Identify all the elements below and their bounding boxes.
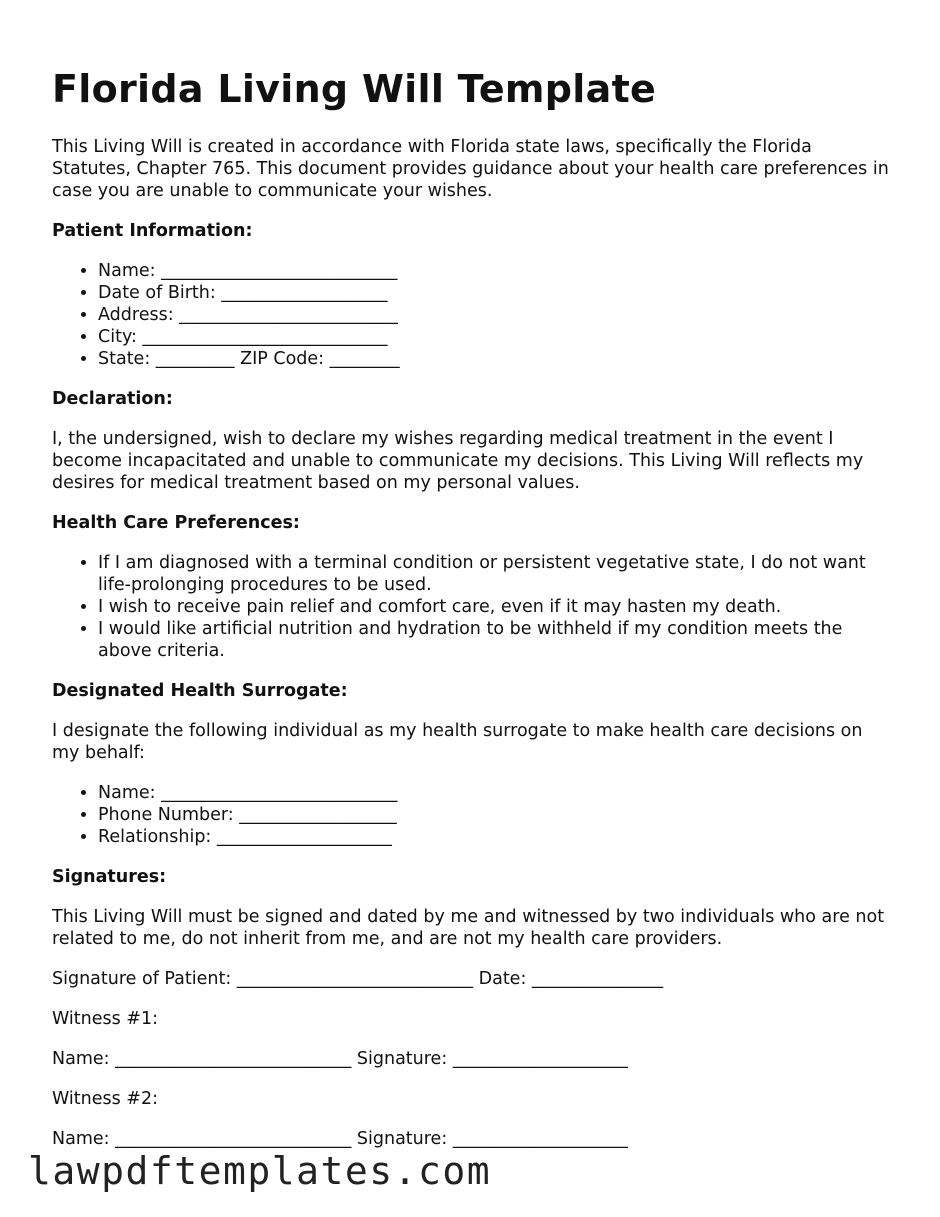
patient-info-list xyxy=(52,260,892,370)
patient-city-field: • City: ____________________________ xyxy=(98,326,892,348)
surrogate-heading: Designated Health Surrogate: xyxy=(52,681,348,701)
signatures-text: This Living Will must be signed and dated by me and witnessed by two individuals who are not related to me, do not inherit from me, and are not my health care providers. xyxy=(52,907,885,949)
surrogate-text: I designate the following individual as my health surrogate to make health care decisions on my behalf: xyxy=(52,721,863,763)
witness2-signature-line: Name: ___________________________ Signature: ____________________ xyxy=(52,1129,628,1149)
surrogate-phone-field: • Phone Number: __________________ xyxy=(98,804,892,826)
preference-item: • If I am diagnosed with a terminal condition or persistent vegetative state, I do not want life-prolonging procedures to be used. xyxy=(98,552,892,596)
witness1-signature-line: Name: ___________________________ Signature: ____________________ xyxy=(52,1049,628,1069)
patient-name-field: • Name: ___________________________ xyxy=(98,260,892,282)
surrogate-list xyxy=(52,782,892,848)
declaration-text: I, the undersigned, wish to declare my wishes regarding medical treatment in the event I become incapacitated and unable to communicate my decisions. This Living Will reflects my desires for medical treatment based on my personal values. xyxy=(52,429,864,493)
surrogate-name-field: • Name: ___________________________ xyxy=(98,782,892,804)
patient-state-zip-field: • State: _________ ZIP Code: ________ xyxy=(98,348,892,370)
declaration-heading: Declaration: xyxy=(52,389,173,409)
preferences-list xyxy=(52,552,892,662)
page-title: Florida Living Will Template xyxy=(52,67,657,111)
preference-item: • I would like artificial nutrition and hydration to be withheld if my condition meets the above criteria. xyxy=(98,618,892,662)
witness1-label: Witness #1: xyxy=(52,1009,158,1029)
preference-item: • I wish to receive pain relief and comfort care, even if it may hasten my death. xyxy=(98,596,892,618)
document-page xyxy=(52,64,892,1150)
signatures-heading: Signatures: xyxy=(52,867,167,887)
watermark-text: lawpdftemplates.com xyxy=(28,1149,492,1193)
patient-info-heading: Patient Information: xyxy=(52,221,253,241)
patient-dob-field: • Date of Birth: ___________________ xyxy=(98,282,892,304)
preferences-heading: Health Care Preferences: xyxy=(52,513,300,533)
surrogate-relationship-field: • Relationship: ____________________ xyxy=(98,826,892,848)
intro-paragraph: This Living Will is created in accordance with Florida state laws, specifically the Florida Statutes, Chapter 765. This document provides guidance about your health care preferences in case you are unable to communicate your wishes. xyxy=(52,137,889,201)
patient-signature-line: Signature of Patient: ___________________________ Date: _______________ xyxy=(52,969,664,989)
witness2-label: Witness #2: xyxy=(52,1089,158,1109)
patient-address-field: • Address: _________________________ xyxy=(98,304,892,326)
